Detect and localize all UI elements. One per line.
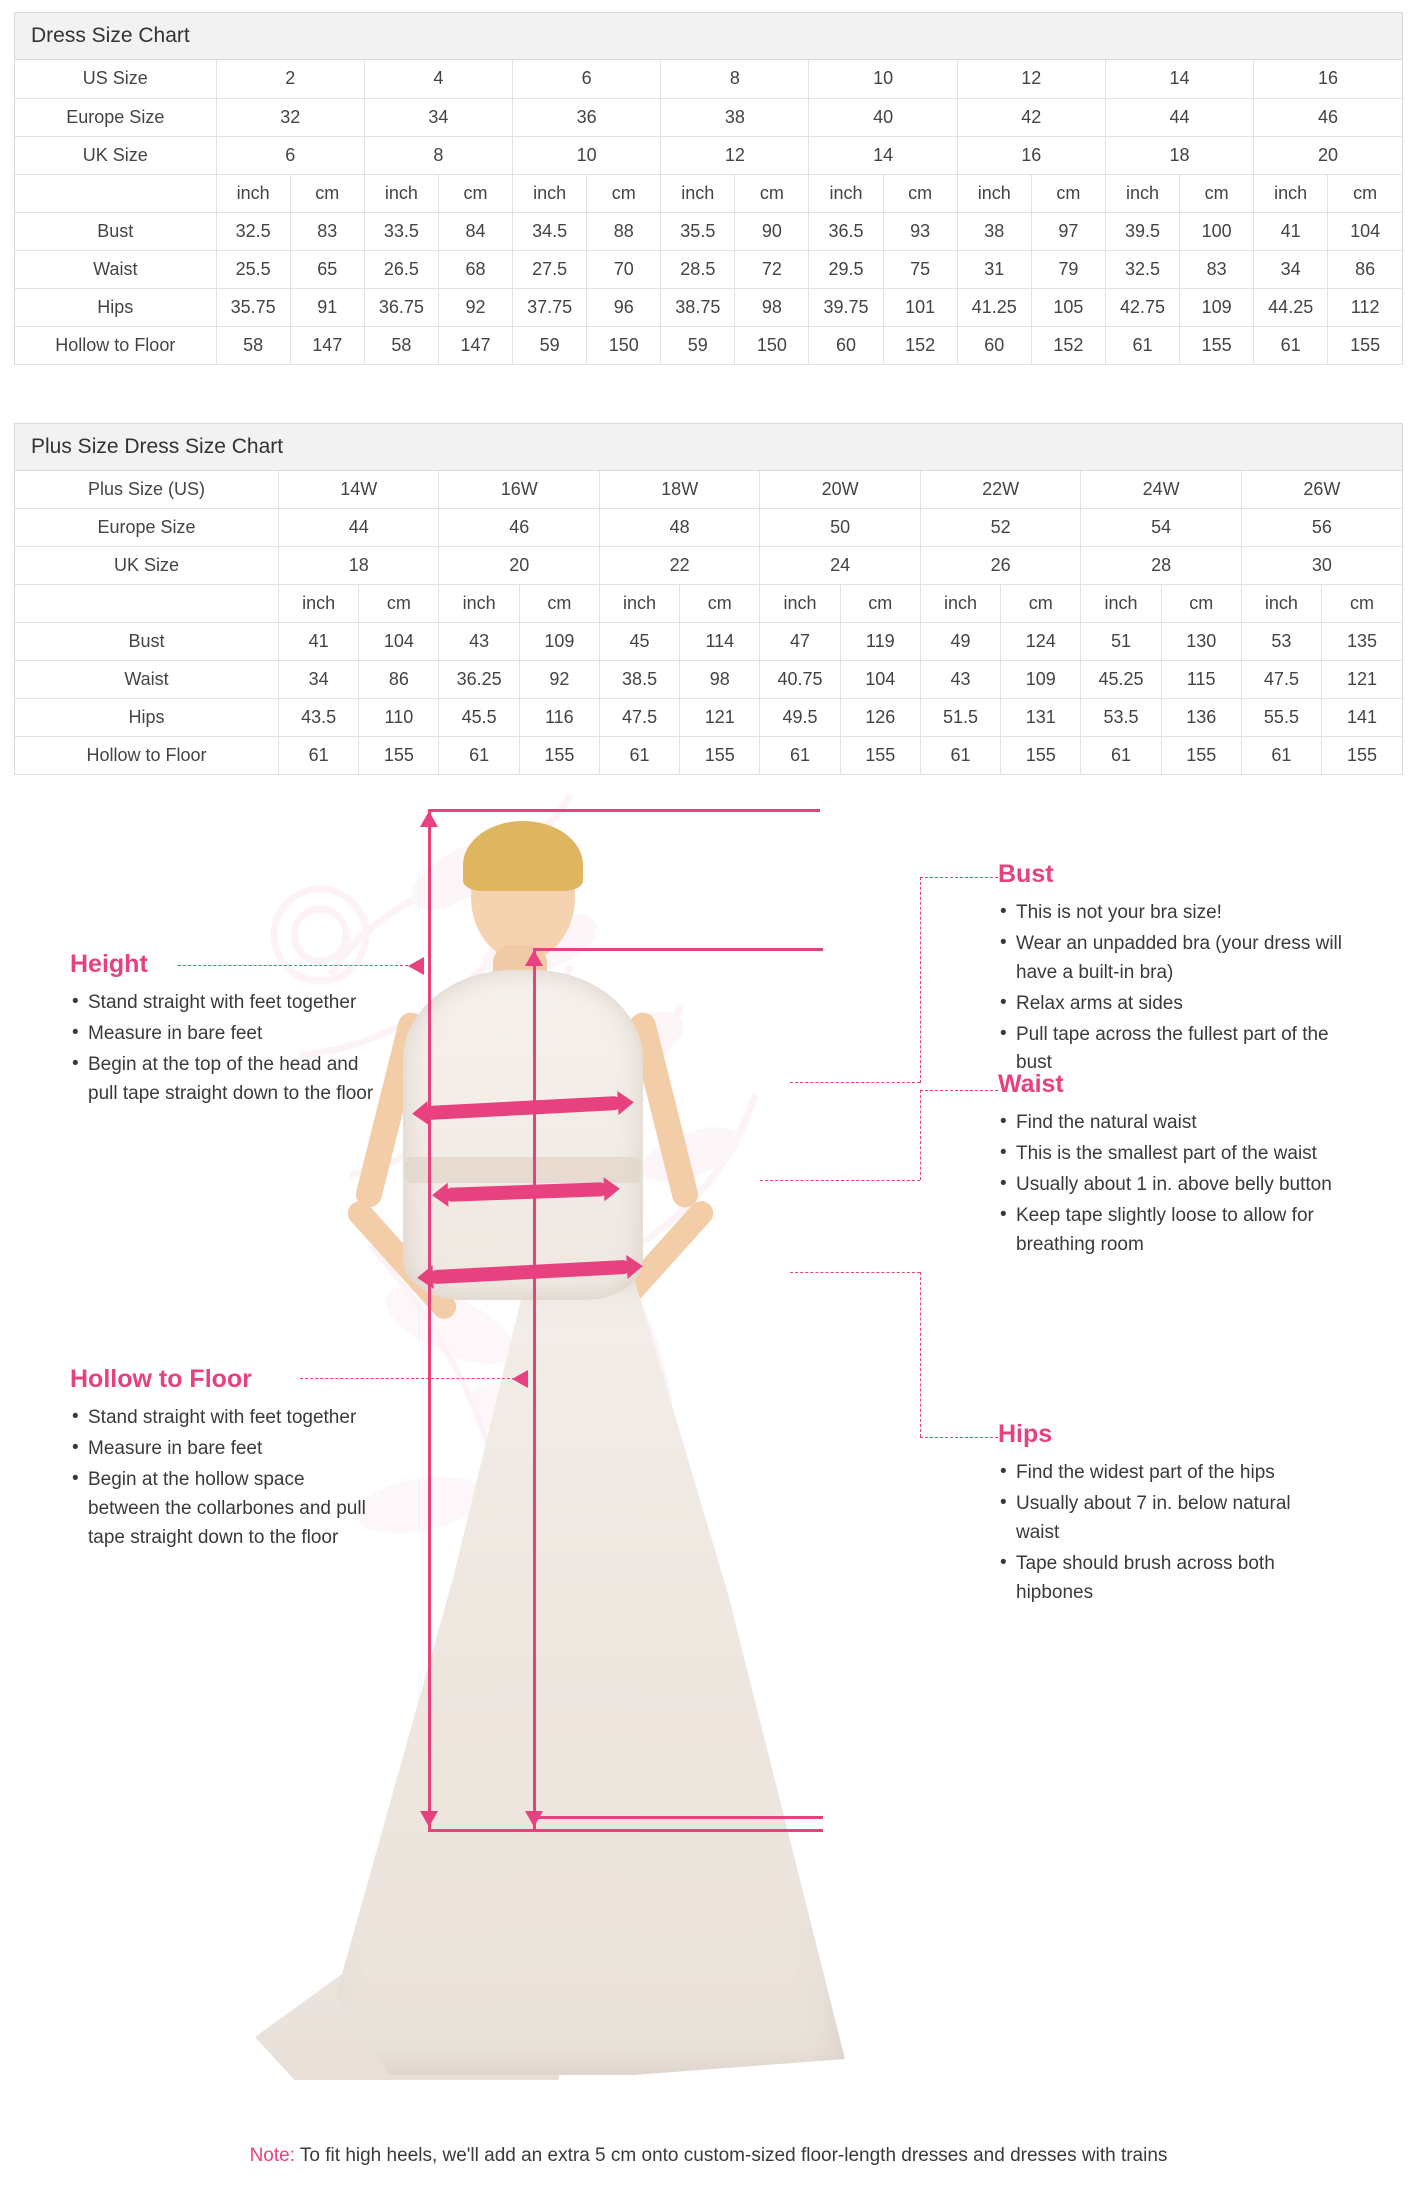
guide-hips-list	[998, 1459, 1338, 1607]
cell: 18W	[599, 471, 759, 509]
height-arrow-up-icon	[420, 811, 438, 827]
cell: 100	[1180, 212, 1254, 250]
cell: 141	[1322, 699, 1402, 737]
cell: 70	[587, 250, 661, 288]
list-item: • Tape should brush across both hipbones	[998, 1550, 1338, 1608]
cell: 53	[1241, 623, 1321, 661]
cell: cm	[438, 174, 512, 212]
cell: 104	[840, 661, 920, 699]
list-item: • This is the smallest part of the waist	[998, 1140, 1358, 1169]
cell: 42	[957, 98, 1105, 136]
cell: 37.75	[513, 288, 587, 326]
row-label: Waist	[15, 250, 216, 288]
guide-hips	[998, 1420, 1338, 1609]
cell: 61	[279, 737, 359, 775]
cell: 20	[1254, 136, 1402, 174]
cell: 33.5	[364, 212, 438, 250]
cell: 55.5	[1241, 699, 1321, 737]
row-label: Hips	[15, 699, 279, 737]
table-row	[15, 136, 1402, 174]
cell: 49.5	[760, 699, 840, 737]
row-label: Europe Size	[15, 98, 216, 136]
guide-bust	[998, 860, 1353, 1080]
cell: 61	[1081, 737, 1161, 775]
hollow-to-floor-arrow-up-icon	[525, 950, 543, 966]
cell: 22	[599, 547, 759, 585]
cell: 32.5	[1105, 250, 1179, 288]
table-row	[15, 585, 1402, 623]
waist-connector-vline	[920, 1090, 921, 1180]
measurement-illustration	[0, 785, 1417, 2185]
guide-waist	[998, 1070, 1358, 1261]
cell: 26	[920, 547, 1080, 585]
cell: 42.75	[1105, 288, 1179, 326]
cell: 14	[809, 136, 957, 174]
cell: inch	[599, 585, 679, 623]
guide-hips-title: Hips	[998, 1420, 1053, 1448]
size-chart-table	[15, 471, 1402, 776]
cell: 34	[364, 98, 512, 136]
guide-bust-list	[998, 899, 1353, 1078]
table-row	[15, 326, 1402, 364]
table-row	[15, 250, 1402, 288]
height-label-arrow-icon	[408, 957, 424, 975]
cell: 44.25	[1254, 288, 1328, 326]
cell: 61	[1105, 326, 1179, 364]
height-arrow-down-icon	[420, 1811, 438, 1827]
bust-connector-horizontal	[790, 1082, 920, 1083]
list-item: • Find the widest part of the hips	[998, 1459, 1338, 1488]
cell: cm	[1322, 585, 1402, 623]
hips-label-connector	[920, 1437, 998, 1438]
cell: 36.25	[439, 661, 519, 699]
cell: 45.25	[1081, 661, 1161, 699]
cell: 24	[760, 547, 920, 585]
cell: 131	[1001, 699, 1081, 737]
cell: 46	[439, 509, 599, 547]
guide-waist-list	[998, 1109, 1358, 1259]
cell: 45.5	[439, 699, 519, 737]
list-item: • Usually about 1 in. above belly button	[998, 1171, 1358, 1200]
table-row	[15, 547, 1402, 585]
row-label: Bust	[15, 623, 279, 661]
cell: inch	[1254, 174, 1328, 212]
cell: inch	[216, 174, 290, 212]
cell: 52	[920, 509, 1080, 547]
cell: 36.5	[809, 212, 883, 250]
cell: 114	[680, 623, 760, 661]
cell: 155	[1161, 737, 1241, 775]
cell: 14W	[279, 471, 439, 509]
cell: 59	[661, 326, 735, 364]
cell: inch	[760, 585, 840, 623]
guide-waist-title: Waist	[998, 1070, 1064, 1098]
row-label: Hips	[15, 288, 216, 326]
row-label	[15, 174, 216, 212]
cell: 61	[1241, 737, 1321, 775]
cell: 60	[957, 326, 1031, 364]
cell: 98	[680, 661, 760, 699]
cell: 20	[439, 547, 599, 585]
cell: 61	[439, 737, 519, 775]
cell: 45	[599, 623, 679, 661]
cell: inch	[1105, 174, 1179, 212]
cell: 20W	[760, 471, 920, 509]
hollow-to-floor-label-arrow-icon	[512, 1370, 528, 1388]
cell: 119	[840, 623, 920, 661]
cell: 105	[1031, 288, 1105, 326]
table-row	[15, 60, 1402, 98]
cell: 83	[290, 212, 364, 250]
cell: 59	[513, 326, 587, 364]
cell: 47.5	[1241, 661, 1321, 699]
cell: 44	[279, 509, 439, 547]
cell: inch	[809, 174, 883, 212]
cell: 88	[587, 212, 661, 250]
footnote-lead: Note:	[249, 2145, 295, 2166]
cell: 109	[519, 623, 599, 661]
row-label: Bust	[15, 212, 216, 250]
cell: 35.75	[216, 288, 290, 326]
cell: 121	[680, 699, 760, 737]
cell: 147	[438, 326, 512, 364]
guide-height	[70, 950, 390, 1111]
cell: cm	[840, 585, 920, 623]
list-item: • Usually about 7 in. below natural waist	[998, 1490, 1338, 1548]
hips-connector-vertical	[920, 1272, 921, 1437]
cell: 58	[364, 326, 438, 364]
cell: 83	[1180, 250, 1254, 288]
cell: 43	[439, 623, 519, 661]
bust-connector-vertical	[920, 877, 921, 1083]
row-label	[15, 585, 279, 623]
cell: 39.75	[809, 288, 883, 326]
cell: 6	[216, 136, 364, 174]
row-label: Plus Size (US)	[15, 471, 279, 509]
cell: 152	[883, 326, 957, 364]
list-item: • Keep tape slightly loose to allow for breathing room	[998, 1202, 1358, 1260]
cell: inch	[513, 174, 587, 212]
size-chart-block-1	[14, 423, 1403, 776]
cell: 92	[438, 288, 512, 326]
cell: cm	[1328, 174, 1402, 212]
cell: inch	[364, 174, 438, 212]
cell: inch	[1081, 585, 1161, 623]
cell: 155	[1180, 326, 1254, 364]
cell: 34	[1254, 250, 1328, 288]
cell: 18	[1105, 136, 1253, 174]
cell: 12	[661, 136, 809, 174]
cell: 44	[1105, 98, 1253, 136]
cell: 104	[1328, 212, 1402, 250]
cell: 14	[1105, 60, 1253, 98]
cell: cm	[1180, 174, 1254, 212]
footnote	[0, 2145, 1417, 2167]
cell: 25.5	[216, 250, 290, 288]
cell: 38	[957, 212, 1031, 250]
cell: 27.5	[513, 250, 587, 288]
cell: 8	[661, 60, 809, 98]
cell: 91	[290, 288, 364, 326]
cell: 10	[809, 60, 957, 98]
cell: 36.75	[364, 288, 438, 326]
size-chart-block-0	[14, 12, 1403, 365]
cell: 109	[1180, 288, 1254, 326]
cell: 147	[290, 326, 364, 364]
cell: 49	[920, 623, 1000, 661]
row-label: Hollow to Floor	[15, 326, 216, 364]
cell: cm	[359, 585, 439, 623]
table-row	[15, 509, 1402, 547]
cell: 38.75	[661, 288, 735, 326]
cell: 29.5	[809, 250, 883, 288]
cell: 41.25	[957, 288, 1031, 326]
model-hair-front	[463, 821, 583, 891]
hollow-to-floor-measure	[533, 948, 536, 1831]
cell: 12	[957, 60, 1105, 98]
size-chart-table	[15, 60, 1402, 365]
cell: 28	[1081, 547, 1241, 585]
bust-label-connector	[920, 877, 998, 878]
table-row	[15, 471, 1402, 509]
cell: 56	[1241, 509, 1402, 547]
cell: 39.5	[1105, 212, 1179, 250]
cell: 84	[438, 212, 512, 250]
cell: 46	[1254, 98, 1402, 136]
cell: 152	[1031, 326, 1105, 364]
dress-skirt	[315, 1275, 845, 2075]
cell: 135	[1322, 623, 1402, 661]
cell: 32.5	[216, 212, 290, 250]
list-item: • Stand straight with feet together	[70, 989, 390, 1018]
cell: 61	[599, 737, 679, 775]
cell: 90	[735, 212, 809, 250]
cell: 92	[519, 661, 599, 699]
cell: 96	[587, 288, 661, 326]
cell: cm	[1161, 585, 1241, 623]
cell: 58	[216, 326, 290, 364]
cell: 155	[519, 737, 599, 775]
cell: 86	[1328, 250, 1402, 288]
hollow-to-floor-arrow-down-icon	[525, 1811, 543, 1827]
cell: 61	[760, 737, 840, 775]
cell: 116	[519, 699, 599, 737]
row-label: US Size	[15, 60, 216, 98]
dress-bodice	[403, 970, 643, 1300]
cell: inch	[1241, 585, 1321, 623]
cell: cm	[519, 585, 599, 623]
row-label: UK Size	[15, 136, 216, 174]
cell: 104	[359, 623, 439, 661]
cell: 10	[513, 136, 661, 174]
cell: 35.5	[661, 212, 735, 250]
cell: 155	[680, 737, 760, 775]
cell: 51.5	[920, 699, 1000, 737]
table-row	[15, 98, 1402, 136]
cell: 51	[1081, 623, 1161, 661]
cell: 30	[1241, 547, 1402, 585]
cell: 4	[364, 60, 512, 98]
guide-hollow-to-floor-title: Hollow to Floor	[70, 1365, 252, 1393]
cell: cm	[680, 585, 760, 623]
cell: 68	[438, 250, 512, 288]
cell: 65	[290, 250, 364, 288]
cell: 130	[1161, 623, 1241, 661]
cell: 150	[735, 326, 809, 364]
guide-hollow-to-floor-list	[70, 1404, 370, 1552]
cell: 6	[513, 60, 661, 98]
guide-height-title: Height	[70, 950, 148, 978]
cell: 136	[1161, 699, 1241, 737]
cell: 38.5	[599, 661, 679, 699]
cell: cm	[1001, 585, 1081, 623]
cell: 101	[883, 288, 957, 326]
cell: 50	[760, 509, 920, 547]
cell: 54	[1081, 509, 1241, 547]
cell: 155	[359, 737, 439, 775]
list-item: • Pull tape across the fullest part of the bust	[998, 1021, 1353, 1079]
list-item: • Measure in bare feet	[70, 1435, 370, 1464]
row-label: UK Size	[15, 547, 279, 585]
footnote-text: To fit high heels, we'll add an extra 5 cm onto custom-sized floor-length dresses and dresses with trains	[294, 2145, 1168, 2166]
cell: 124	[1001, 623, 1081, 661]
cell: 155	[1322, 737, 1402, 775]
cell: 18	[279, 547, 439, 585]
cell: 47	[760, 623, 840, 661]
cell: 22W	[920, 471, 1080, 509]
waist-connector-horizontal	[760, 1180, 920, 1181]
cell: 40.75	[760, 661, 840, 699]
cell: cm	[1031, 174, 1105, 212]
cell: 79	[1031, 250, 1105, 288]
cell: 112	[1328, 288, 1402, 326]
cell: 48	[599, 509, 759, 547]
table-row	[15, 737, 1402, 775]
guide-hollow-to-floor	[70, 1365, 370, 1554]
cell: 43.5	[279, 699, 359, 737]
cell: 60	[809, 326, 883, 364]
cell: 110	[359, 699, 439, 737]
cell: 31	[957, 250, 1031, 288]
cell: 109	[1001, 661, 1081, 699]
cell: 40	[809, 98, 957, 136]
table-row	[15, 699, 1402, 737]
cell: 16	[957, 136, 1105, 174]
size-chart-title: Dress Size Chart	[15, 13, 1402, 60]
size-chart-title: Plus Size Dress Size Chart	[15, 424, 1402, 471]
cell: 155	[1001, 737, 1081, 775]
list-item: • This is not your bra size!	[998, 899, 1353, 928]
cell: 93	[883, 212, 957, 250]
cell: 41	[1254, 212, 1328, 250]
cell: 28.5	[661, 250, 735, 288]
cell: 36	[513, 98, 661, 136]
cell: 8	[364, 136, 512, 174]
height-vertical-line	[428, 809, 431, 1831]
cell: cm	[735, 174, 809, 212]
list-item: • Wear an unpadded bra (your dress will have a built-in bra)	[998, 930, 1353, 988]
guide-height-list	[70, 989, 390, 1109]
cell: 38	[661, 98, 809, 136]
cell: 97	[1031, 212, 1105, 250]
hips-connector-horizontal	[790, 1272, 920, 1273]
cell: 26W	[1241, 471, 1402, 509]
cell: cm	[290, 174, 364, 212]
table-row	[15, 174, 1402, 212]
cell: 47.5	[599, 699, 679, 737]
cell: 115	[1161, 661, 1241, 699]
cell: 61	[1254, 326, 1328, 364]
hollow-to-floor-upper-cap	[533, 948, 823, 951]
row-label: Hollow to Floor	[15, 737, 279, 775]
cell: 43	[920, 661, 1000, 699]
cell: 16W	[439, 471, 599, 509]
cell: 98	[735, 288, 809, 326]
cell: cm	[587, 174, 661, 212]
waist-label-connector	[920, 1090, 998, 1091]
list-item: • Begin at the top of the head and pull tape straight down to the floor	[70, 1051, 390, 1109]
cell: 34	[279, 661, 359, 699]
cell: 34.5	[513, 212, 587, 250]
cell: 26.5	[364, 250, 438, 288]
cell: 155	[1328, 326, 1402, 364]
cell: inch	[439, 585, 519, 623]
cell: 61	[920, 737, 1000, 775]
cell: 86	[359, 661, 439, 699]
cell: 24W	[1081, 471, 1241, 509]
table-row	[15, 661, 1402, 699]
cell: 41	[279, 623, 359, 661]
cell: inch	[279, 585, 359, 623]
list-item: • Find the natural waist	[998, 1109, 1358, 1138]
list-item: • Relax arms at sides	[998, 990, 1353, 1019]
guide-bust-title: Bust	[998, 860, 1054, 888]
cell: 126	[840, 699, 920, 737]
cell: 72	[735, 250, 809, 288]
hollow-to-floor-top-cap	[533, 1816, 823, 1819]
list-item: • Stand straight with feet together	[70, 1404, 370, 1433]
cell: 16	[1254, 60, 1402, 98]
cell: cm	[883, 174, 957, 212]
row-label: Europe Size	[15, 509, 279, 547]
table-row	[15, 623, 1402, 661]
list-item: • Begin at the hollow space between the collarbones and pull tape straight down to the floor	[70, 1466, 370, 1553]
cell: inch	[661, 174, 735, 212]
cell: 121	[1322, 661, 1402, 699]
row-label: Waist	[15, 661, 279, 699]
table-row	[15, 288, 1402, 326]
cell: 32	[216, 98, 364, 136]
cell: 75	[883, 250, 957, 288]
cell: 53.5	[1081, 699, 1161, 737]
height-top-cap	[428, 809, 820, 812]
list-item: • Measure in bare feet	[70, 1020, 390, 1049]
cell: 150	[587, 326, 661, 364]
cell: 2	[216, 60, 364, 98]
cell: 155	[840, 737, 920, 775]
cell: inch	[920, 585, 1000, 623]
hollow-to-floor-lower-cap	[533, 1829, 823, 1832]
table-row	[15, 212, 1402, 250]
cell: inch	[957, 174, 1031, 212]
